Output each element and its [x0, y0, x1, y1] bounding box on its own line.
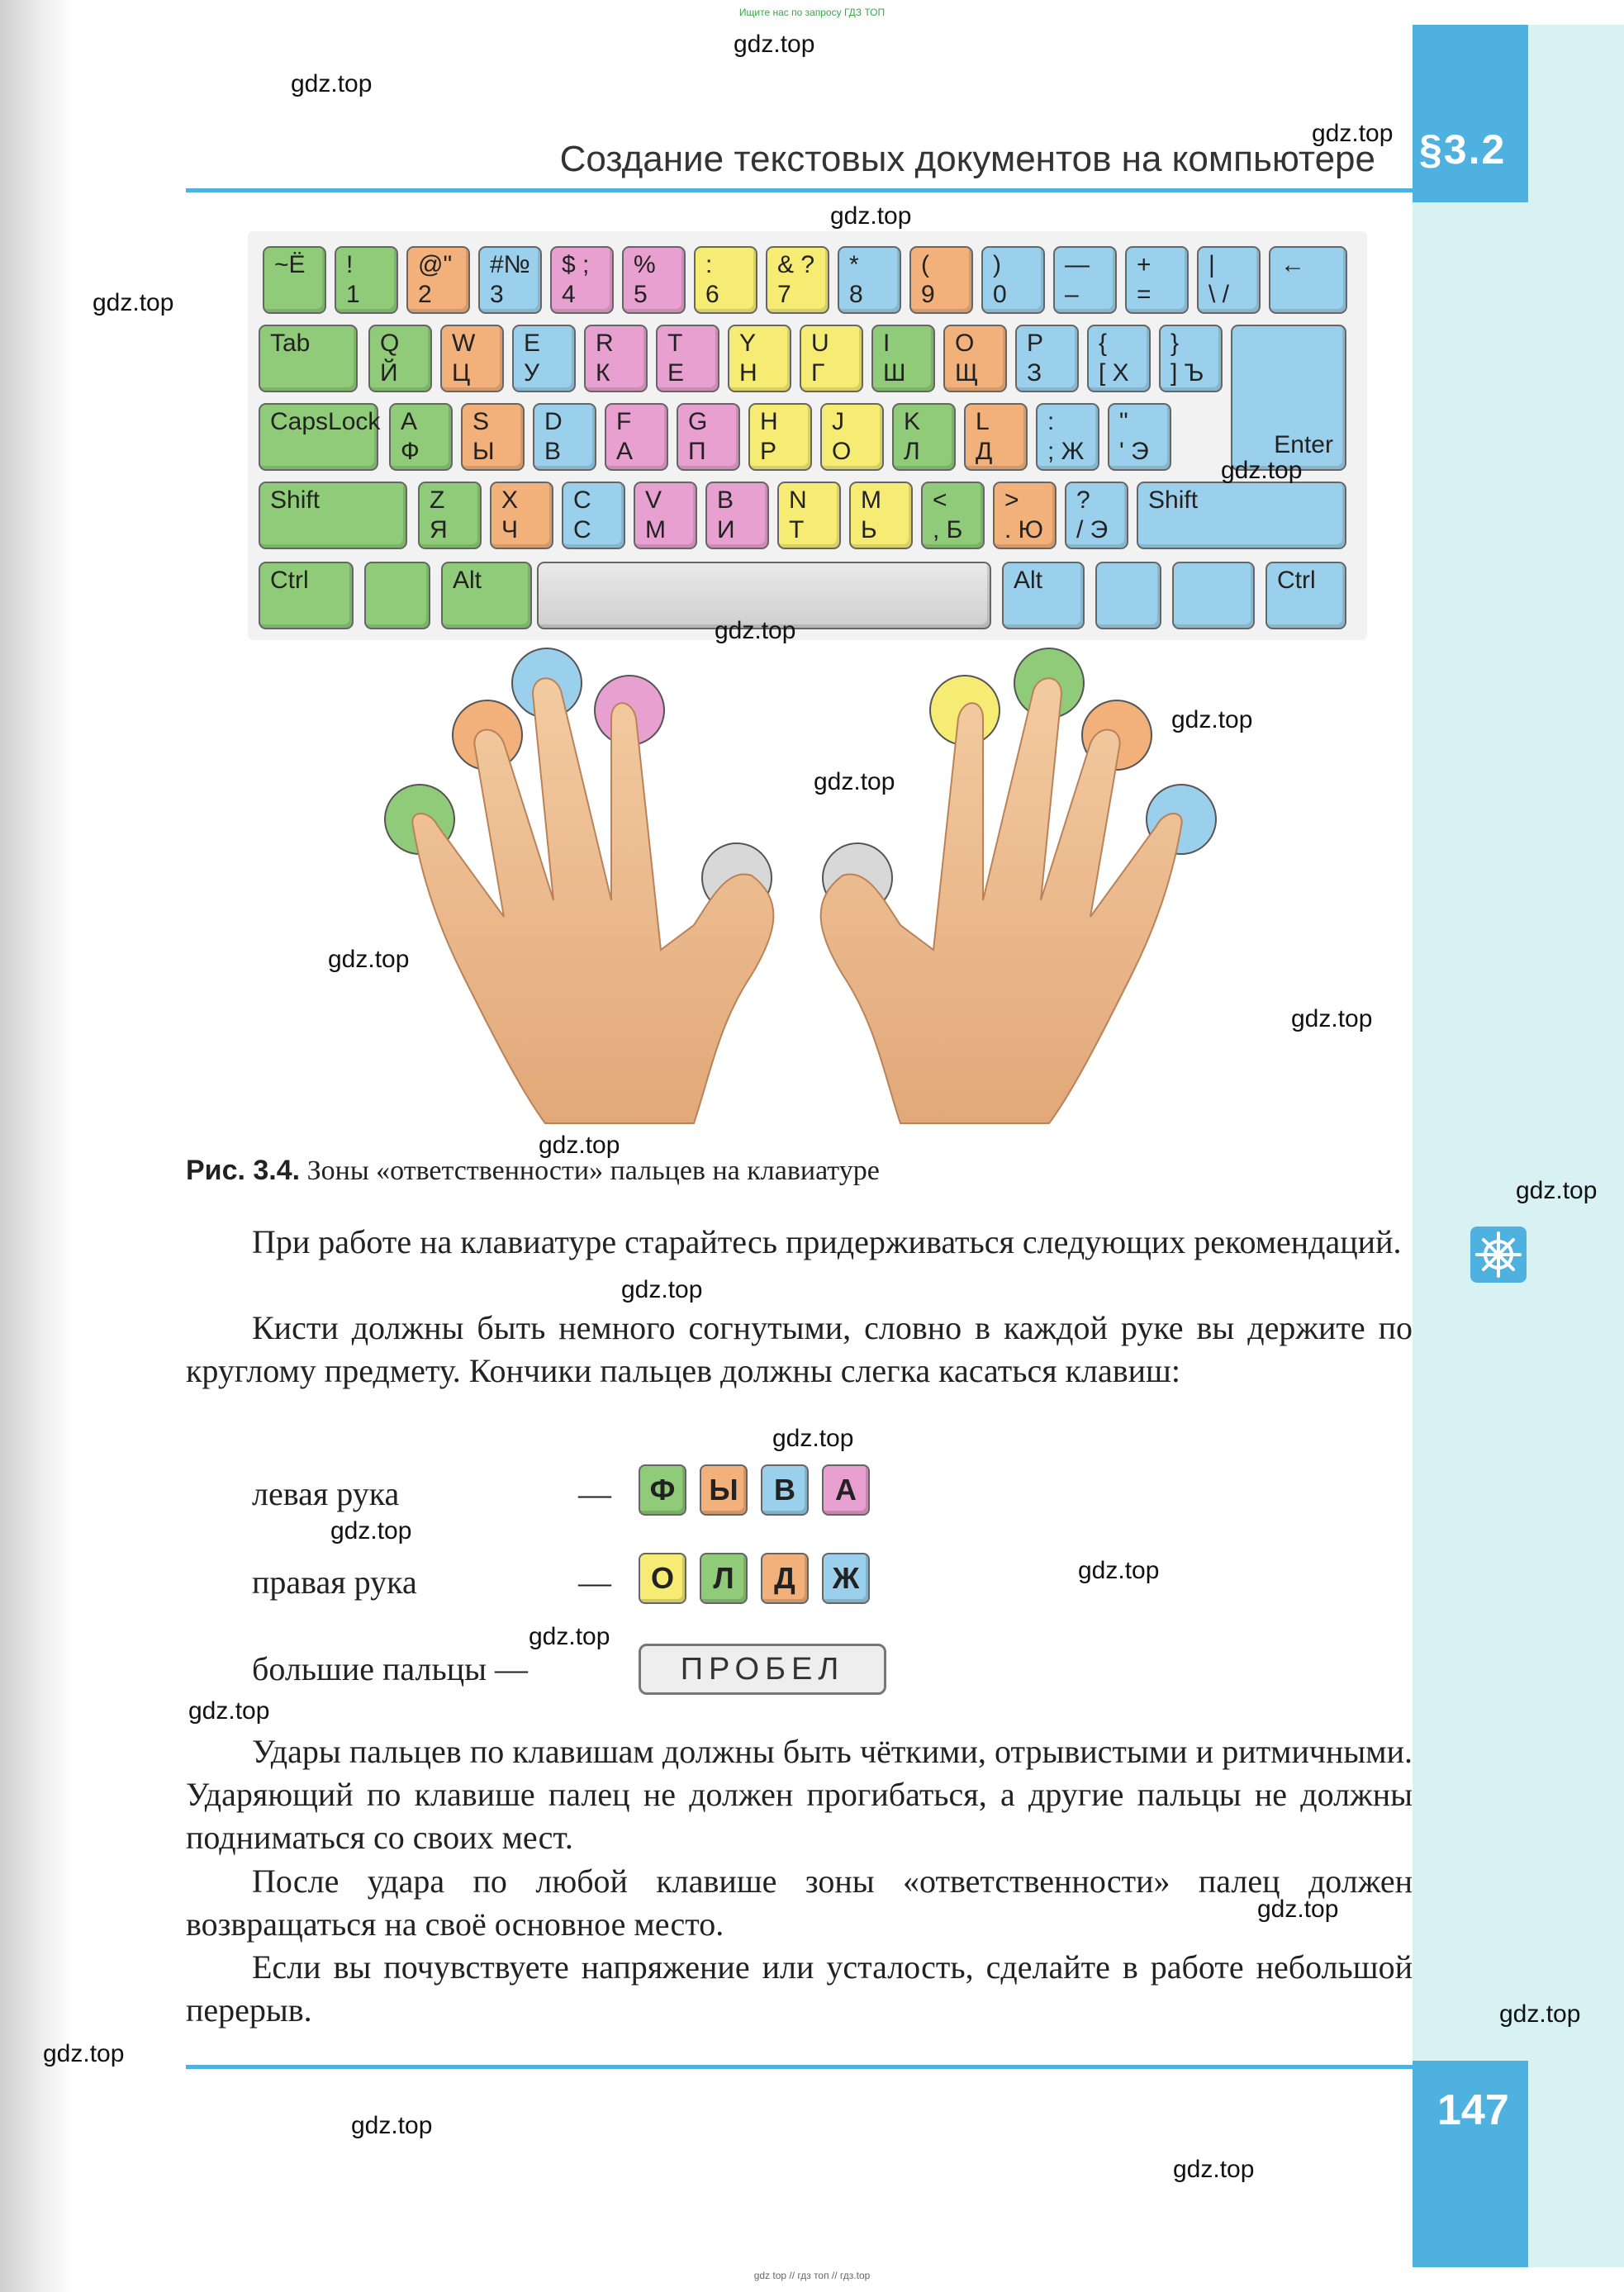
section-tab	[1413, 25, 1528, 202]
key-row1-9	[909, 246, 973, 314]
watermark: gdz.top	[1221, 457, 1303, 484]
key-row2-12	[1159, 325, 1223, 392]
key-top-label: %	[634, 251, 656, 278]
figure-text: Зоны «ответственности» пальцев на клавиатуре	[306, 1155, 880, 1186]
key-bottom-label: В	[544, 438, 562, 465]
right-hand-label: правая рука	[252, 1564, 417, 1601]
key-row5-7	[1265, 562, 1346, 629]
hands-illustration	[363, 628, 1239, 1140]
watermark: gdz.top	[1312, 120, 1394, 147]
figure-caption	[186, 1155, 880, 1187]
key-top-label: +	[1137, 251, 1152, 278]
key-row1-4	[550, 246, 614, 314]
key-bottom-label: О	[832, 438, 852, 465]
key-top-label: #№	[490, 251, 530, 278]
key-bottom-label: И	[717, 516, 735, 543]
key-top-label: :	[705, 251, 713, 278]
key-bottom-label: Ы	[472, 438, 495, 465]
key-top-label: >	[1004, 486, 1019, 514]
key-bottom-label: ; Ж	[1047, 438, 1085, 465]
key-row2-2	[440, 325, 504, 392]
watermark: gdz.top	[539, 1132, 620, 1159]
key-bottom-label: Ь	[861, 516, 877, 543]
key-top-label: Shift	[1148, 486, 1199, 514]
watermark: gdz.top	[188, 1697, 270, 1725]
key-top-label: B	[717, 486, 734, 514]
key-row5-4	[1002, 562, 1085, 629]
key-top-label: (	[921, 251, 929, 278]
enter-key-label: Enter	[1274, 431, 1333, 458]
key-row1-6	[694, 246, 757, 314]
side-band	[1413, 25, 1624, 2267]
key-row2-9	[943, 325, 1007, 392]
header-rule	[186, 188, 1413, 192]
key-bottom-label: Щ	[955, 359, 979, 387]
key-bottom-label: 0	[993, 281, 1007, 308]
watermark: gdz.top	[1516, 1177, 1598, 1204]
watermark: gdz.top	[43, 2040, 125, 2067]
key-row4-11	[1137, 482, 1346, 549]
key-top-label: V	[645, 486, 662, 514]
watermark: gdz.top	[772, 1425, 854, 1452]
paragraph-4: После удара по любой клавише зоны «ответственности» палец должен возвращаться на своё основное место.	[186, 1863, 1413, 1943]
key-bottom-label: С	[573, 516, 591, 543]
key-row4-9	[993, 482, 1057, 549]
key-top-label: Shift	[270, 486, 321, 514]
key-bottom-label: Р	[760, 438, 777, 465]
key-top-label: P	[1027, 330, 1044, 357]
key-top-label: ?	[1076, 486, 1090, 514]
key-row5-2	[441, 562, 532, 629]
key-top-label: M	[861, 486, 881, 514]
key-top-label: O	[955, 330, 975, 357]
key-top-label: Z	[430, 486, 445, 514]
key-top-label: C	[573, 486, 591, 514]
ship-wheel-icon	[1470, 1227, 1527, 1283]
paragraph-2: Кисти должны быть немного согнутыми, словно в каждой руке вы держите по круглому предмету. Кончики пальцев должны слегка касаться клавиш:	[186, 1309, 1413, 1389]
key-top-label: Tab	[270, 330, 311, 357]
key-bottom-label: 4	[562, 281, 576, 308]
key-bottom-label: 1	[346, 281, 360, 308]
key-top-label: K	[904, 408, 921, 435]
key-bottom-label: Й	[380, 359, 398, 387]
key-row1-7	[766, 246, 829, 314]
key-row2-10	[1015, 325, 1079, 392]
key-row1-8	[838, 246, 901, 314]
mini-key-y: Ы	[700, 1464, 748, 1516]
key-bottom-label: Ф	[401, 438, 420, 465]
paragraph-5: Если вы почувствуете напряжение или усталость, сделайте в работе небольшой перерыв.	[186, 1948, 1413, 2029]
key-row5-1	[364, 562, 430, 629]
key-row1-14	[1269, 246, 1347, 314]
key-top-label: G	[688, 408, 708, 435]
key-row2-4	[584, 325, 648, 392]
key-row3-6	[748, 403, 812, 471]
key-row3-2	[461, 403, 525, 471]
key-row2-0	[259, 325, 358, 392]
key-row1-5	[622, 246, 686, 314]
key-row5-5	[1095, 562, 1161, 629]
watermark: gdz.top	[621, 1276, 703, 1303]
key-row4-7	[849, 482, 913, 549]
thumbs-label: большие пальцы —	[252, 1650, 528, 1687]
mini-key-d: Д	[761, 1553, 809, 1604]
key-row3-10	[1036, 403, 1099, 471]
key-row5-6	[1172, 562, 1255, 629]
key-top-label: L	[976, 408, 990, 435]
key-top-label: {	[1099, 330, 1108, 357]
watermark: gdz.top	[330, 1517, 412, 1545]
mini-key-zh: Ж	[822, 1553, 870, 1604]
page-number: 147	[1437, 2086, 1509, 2134]
left-hand-dash: —	[578, 1475, 611, 1512]
watermark: gdz.top	[1499, 2000, 1581, 2028]
key-bottom-label: Г	[811, 359, 825, 387]
key-bottom-label: 7	[777, 281, 791, 308]
key-row3-11	[1108, 403, 1171, 471]
key-top-label: |	[1209, 251, 1215, 278]
key-row3-5	[677, 403, 740, 471]
key-top-label: !	[346, 251, 354, 278]
key-top-label: & ?	[777, 251, 815, 278]
key-top-label: H	[760, 408, 778, 435]
key-row3-8	[892, 403, 956, 471]
key-top-label: W	[452, 330, 476, 357]
key-row1-12	[1125, 246, 1189, 314]
key-bottom-label: К	[596, 359, 610, 387]
footer-rule	[186, 2065, 1413, 2069]
key-row3-9	[964, 403, 1028, 471]
key-row4-5	[705, 482, 769, 549]
key-top-label: @"	[418, 251, 453, 278]
watermark: gdz.top	[351, 2112, 433, 2139]
key-bottom-label: Ц	[452, 359, 471, 387]
key-row2-8	[871, 325, 935, 392]
key-top-label: N	[789, 486, 807, 514]
watermark: gdz.top	[715, 617, 796, 644]
top-note: Ищите нас по запросу ГДЗ ТОП	[738, 7, 886, 18]
page-title: Создание текстовых документов на компьютере	[559, 139, 1375, 179]
key-row2-11	[1087, 325, 1151, 392]
key-bottom-label: 5	[634, 281, 648, 308]
key-top-label: Alt	[453, 567, 482, 594]
section-label: §3.2	[1419, 126, 1507, 173]
paragraph-1: При работе на клавиатуре старайтесь придерживаться следующих рекомендаций.	[252, 1223, 1402, 1260]
paragraph-3: Удары пальцев по клавишам должны быть чёткими, отрывистыми и ритмичными. Ударяющий по клавише палец не должен прогибаться, а другие пальцы не должны подниматься со своих мест.	[186, 1733, 1413, 1856]
key-top-label: :	[1047, 408, 1055, 435]
watermark: gdz.top	[734, 31, 815, 58]
key-row4-4	[634, 482, 697, 549]
key-top-label: ~Ё	[274, 251, 306, 278]
key-bottom-label: У	[524, 359, 540, 387]
key-row1-2	[406, 246, 470, 314]
key-bottom-label: З	[1027, 359, 1042, 387]
watermark: gdz.top	[814, 768, 895, 795]
key-top-label: *	[849, 251, 859, 278]
key-top-label: Ctrl	[270, 567, 309, 594]
watermark: gdz.top	[830, 202, 912, 230]
watermark: gdz.top	[328, 946, 410, 973]
key-top-label: }	[1171, 330, 1180, 357]
key-row3-1	[389, 403, 453, 471]
key-bottom-label: =	[1137, 281, 1152, 308]
mini-key-v: В	[761, 1464, 809, 1516]
key-top-label: X	[501, 486, 519, 514]
key-top-label: Y	[739, 330, 757, 357]
key-row4-6	[777, 482, 841, 549]
key-bottom-label: Ш	[883, 359, 906, 387]
watermark: gdz.top	[291, 70, 373, 97]
key-top-label: CapsLock	[270, 408, 381, 435]
key-row2-7	[800, 325, 863, 392]
key-top-label: R	[596, 330, 614, 357]
key-top-label: ←	[1280, 251, 1305, 278]
key-row4-2	[490, 482, 553, 549]
key-row4-1	[418, 482, 482, 549]
key-bottom-label: / Э	[1076, 516, 1109, 543]
key-row4-0	[259, 482, 407, 549]
watermark: gdz.top	[1257, 1896, 1339, 1923]
key-row2-3	[512, 325, 576, 392]
key-bottom-label: 8	[849, 281, 863, 308]
key-top-label: <	[933, 486, 947, 514]
key-bottom-label: [ Х	[1099, 359, 1129, 387]
key-bottom-label: –	[1065, 281, 1079, 308]
key-top-label: Ctrl	[1277, 567, 1316, 594]
mini-key-a: А	[822, 1464, 870, 1516]
key-bottom-label: . Ю	[1004, 516, 1043, 543]
key-row4-10	[1065, 482, 1128, 549]
key-bottom-label: Д	[976, 438, 993, 465]
key-row3-3	[533, 403, 596, 471]
key-bottom-label: Т	[789, 516, 805, 543]
watermark: gdz.top	[93, 289, 174, 316]
watermark: gdz.top	[529, 1623, 610, 1650]
key-bottom-label: П	[688, 438, 706, 465]
key-top-label: Alt	[1014, 567, 1043, 594]
key-row1-13	[1197, 246, 1261, 314]
watermark: gdz.top	[1171, 706, 1253, 733]
key-top-label: I	[883, 330, 890, 357]
key-top-label: A	[401, 408, 418, 435]
key-bottom-label: Н	[739, 359, 757, 387]
key-bottom-label: \ /	[1209, 281, 1230, 308]
key-row4-3	[562, 482, 625, 549]
key-row3-7	[820, 403, 884, 471]
key-bottom-label: ] Ъ	[1171, 359, 1204, 387]
key-bottom-label: 9	[921, 281, 935, 308]
watermark: gdz.top	[1078, 1557, 1160, 1584]
key-bottom-label: Е	[667, 359, 685, 387]
key-row1-10	[981, 246, 1045, 314]
watermark: gdz.top	[1291, 1005, 1373, 1032]
key-row1-11	[1053, 246, 1117, 314]
key-top-label: S	[472, 408, 490, 435]
enter-key	[1231, 325, 1346, 471]
watermark: gdz.top	[1173, 2156, 1255, 2183]
key-bottom-label: , Б	[933, 516, 963, 543]
mini-key-o: О	[639, 1553, 686, 1604]
key-row2-6	[728, 325, 791, 392]
key-row3-0	[259, 403, 381, 471]
page-shadow	[0, 0, 74, 2292]
key-bottom-label: А	[616, 438, 634, 465]
left-hand-label: левая рука	[252, 1475, 400, 1512]
key-bottom-label: Я	[430, 516, 448, 543]
key-bottom-label: Ч	[501, 516, 518, 543]
mini-key-f: Ф	[639, 1464, 686, 1516]
key-row1-0	[263, 246, 326, 314]
key-row5-0	[259, 562, 354, 629]
key-row2-1	[368, 325, 432, 392]
key-bottom-label: М	[645, 516, 666, 543]
key-top-label: U	[811, 330, 829, 357]
mini-space-key: ПРОБЕЛ	[639, 1644, 886, 1695]
key-row1-1	[335, 246, 398, 314]
key-top-label: —	[1065, 251, 1090, 278]
key-row4-8	[921, 482, 985, 549]
key-top-label: "	[1119, 408, 1128, 435]
key-row2-5	[656, 325, 719, 392]
key-row1-3	[478, 246, 542, 314]
key-bottom-label: ' Э	[1119, 438, 1149, 465]
key-row3-4	[605, 403, 668, 471]
key-bottom-label: 2	[418, 281, 432, 308]
key-bottom-label: 3	[490, 281, 504, 308]
right-hand-dash: —	[578, 1564, 611, 1601]
key-top-label: F	[616, 408, 632, 435]
key-top-label: D	[544, 408, 563, 435]
key-top-label: T	[667, 330, 683, 357]
key-top-label: $ ;	[562, 251, 590, 278]
key-top-label: )	[993, 251, 1001, 278]
key-top-label: J	[832, 408, 844, 435]
bottom-note: gdz top // гдз топ // гдз.top	[753, 2270, 871, 2281]
figure-number: Рис. 3.4.	[186, 1155, 301, 1186]
key-bottom-label: Л	[904, 438, 920, 465]
key-bottom-label: 6	[705, 281, 719, 308]
key-top-label: E	[524, 330, 541, 357]
mini-key-l: Л	[700, 1553, 748, 1604]
key-top-label: Q	[380, 330, 400, 357]
